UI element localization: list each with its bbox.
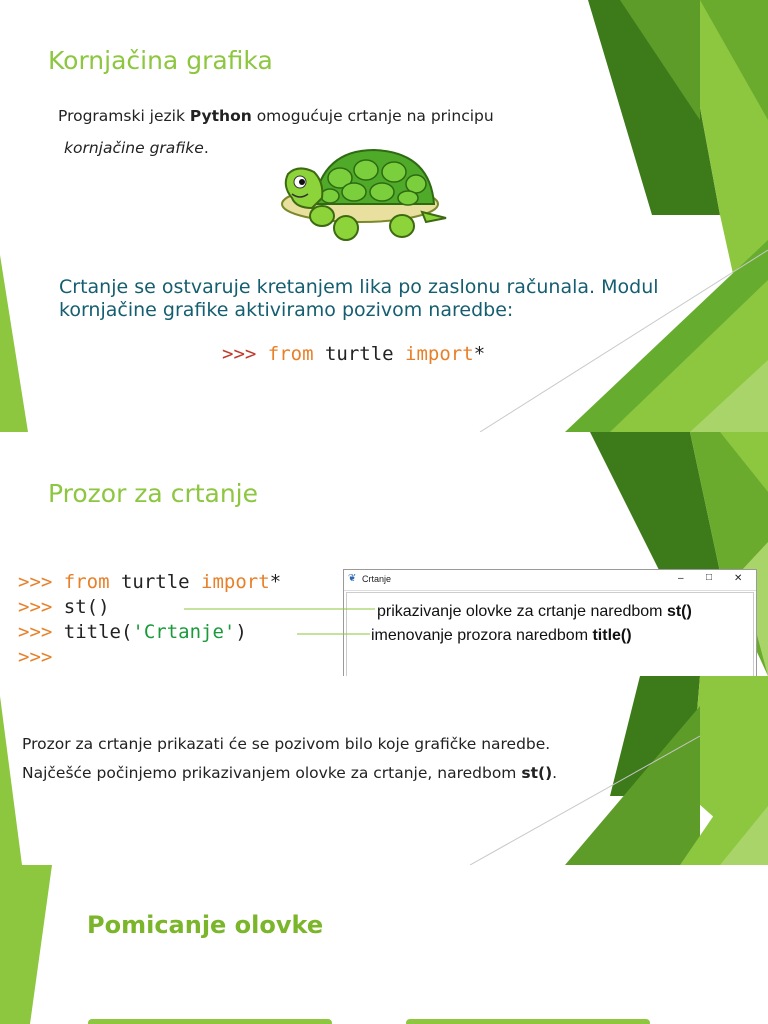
intro-line-2 [64,139,209,157]
code-keyword-from: from [63,571,110,593]
code-star: * [269,571,282,593]
paragraph-line-2: kornjačine grafike aktiviramo pozivom naredbe: [59,299,514,321]
code-title-arg: 'Crtanje' [132,621,236,643]
annotation-st-text: prikazivanje olovke za crtanje naredbom [377,603,667,620]
code-module: turtle [109,571,202,593]
window-close-button[interactable]: ✕ [734,573,743,584]
slide-3 [0,676,768,865]
slide-4 [0,865,768,1024]
slide-1-title: Kornjačina grafika [48,46,273,75]
code-prompt: >>> [18,571,64,593]
annotation-st [377,603,692,621]
intro-italic: kornjačine grafike [64,139,204,157]
code-title-close: ) [235,621,247,643]
code-keyword-from: from [267,343,314,365]
code-star: * [473,343,486,365]
window-feather-icon: ❦ [348,573,357,584]
annotation-st-cmd: st() [666,603,692,620]
intro-bold: Python [189,107,252,125]
code-module: turtle [313,343,406,365]
paragraph-line-1: Crtanje se ostvaruje kretanjem lika po zaslonu računala. Modul [59,276,659,298]
window-maximize-button[interactable]: □ [706,572,713,583]
slide-3-line-2-cmd: st() [521,764,553,782]
code-title-fn: title( [63,621,133,643]
slide-4-title: Pomicanje olovke [87,911,324,939]
slide-3-line-2-end: . [552,764,558,782]
slide-3-line-2-text: Najčešće počinjemo prikazivanjem olovke za crtanje, naredbom [22,764,522,782]
slide-2 [0,432,768,676]
slide-2-title: Prozor za crtanje [48,479,259,508]
window-title: Crtanje [362,574,392,584]
intro-prefix: Programski jezik [58,107,190,125]
intro-suffix: omogućuje crtanje na principu [251,107,494,125]
code-prompt: >>> [18,646,53,668]
code-prompt: >>> [18,621,64,643]
code-st-call: st() [63,596,110,618]
import-code-line [222,343,485,365]
code-prompt: >>> [222,343,268,365]
intro-end: . [203,139,209,157]
window-minimize-button[interactable]: – [678,573,684,584]
turtle-illustration [262,146,452,246]
code-keyword-import: import [201,571,270,593]
intro-line-1 [58,107,494,125]
annotation-title [371,627,632,645]
slide-3-line-2 [22,764,557,782]
code-prompt: >>> [18,596,64,618]
slide-3-line-1: Prozor za crtanje prikazati će se pozivom bilo koje grafičke naredbe. [22,735,551,753]
slide-4-decoration [0,865,768,1024]
annotation-title-text: imenovanje prozora naredbom [371,627,593,644]
slide-1 [0,0,768,432]
annotation-title-cmd: title() [592,627,632,644]
code-keyword-import: import [405,343,474,365]
